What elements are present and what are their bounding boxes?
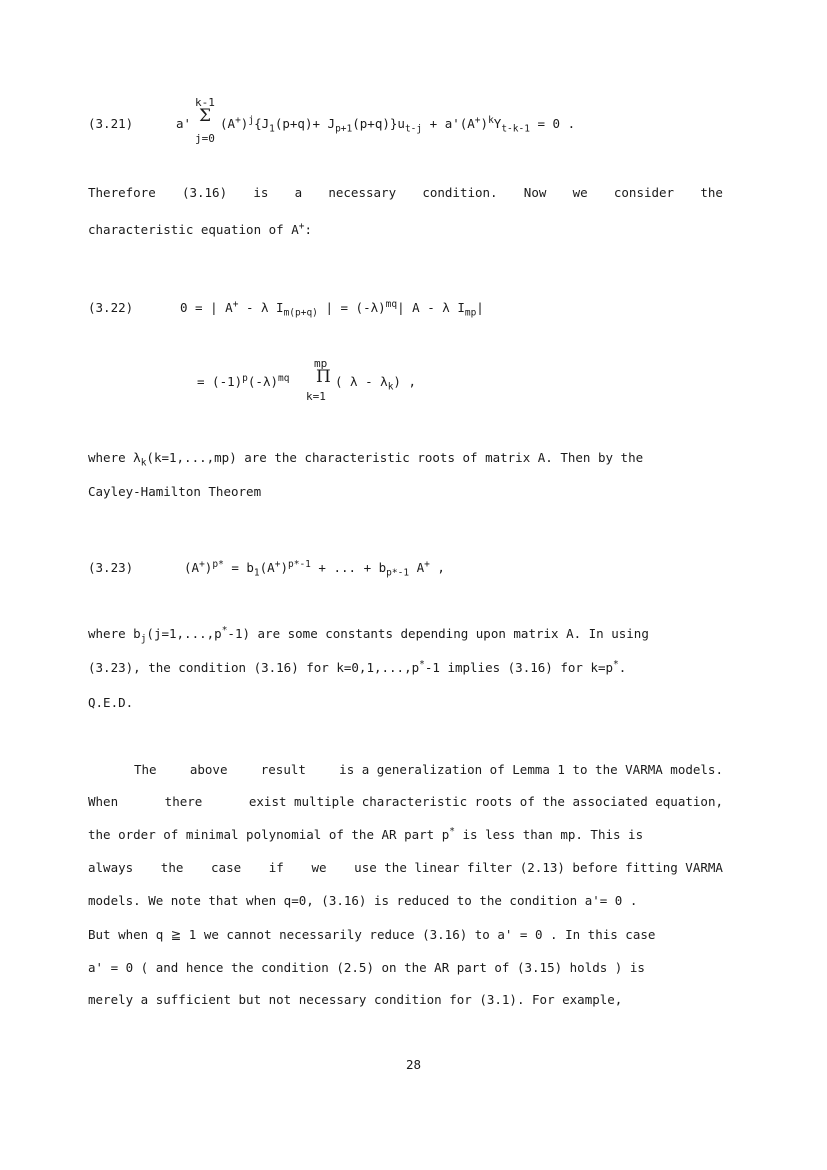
paragraph-line: (3.23), the condition (3.16) for k=0,1,...,p*-1 implies (3.16) for k=p*. [88, 658, 627, 675]
paragraph-line: where $\lambda_k(k=1,...,mp)$ are the characteristic roots of matrix A. Then by the [88, 450, 644, 469]
equation-number: (3.21) [88, 116, 134, 131]
paragraph-line: the order of minimal polynomial of the AR part p* is less than mp. This is [88, 825, 644, 842]
paragraph-line: characteristic equation of A+: [88, 220, 312, 237]
paragraph-line: Therefore (3.16) is a necessary condition. Now we consider the [88, 185, 723, 200]
paragraph-line: Cayley-Hamilton Theorem [88, 484, 262, 499]
equation-number: (3.22) [88, 300, 134, 315]
paragraph-line: models. We note that when q=0, (3.16) is reduced to the condition a'= 0 . [88, 893, 638, 908]
paragraph-line: When there exist multiple characteristic roots of the associated equation, [88, 794, 723, 809]
paragraph-line: where $b_j(j=1,...,p^*-1)$ are some constants depending upon matrix A. In using [88, 624, 649, 645]
equation-line-2-b: ( λ - $\lambda_k$) , [335, 374, 416, 393]
sum-lower-limit: j=0 [195, 132, 215, 145]
paragraph-line: merely a sufficient but not necessary condition for (3.1). For example, [88, 992, 623, 1007]
paragraph-line: always the case if we use the linear filter (2.13) before fitting VARMA [88, 860, 723, 875]
summation-symbol: Σ [199, 106, 212, 126]
paragraph-line: The above result is a generalization of Lemma 1 to the VARMA models. [134, 762, 723, 777]
equation-number: (3.23) [88, 560, 134, 575]
product-upper-limit: mp [314, 357, 328, 370]
product-lower-limit: k=1 [306, 390, 326, 403]
paragraph-line: But when q ≧ 1 we cannot necessarily reduce (3.16) to a' = 0 . In this case [88, 927, 656, 942]
paragraph-line: a' = 0 ( and hence the condition (2.5) on the AR part of (3.15) holds ) is [88, 960, 645, 975]
page-number: 28 [405, 1057, 422, 1072]
equation-body: $(A^+)^{p*} = b_1(A^+)^{p*-1}$ + ... + $b_{p*-1}$ A+ , [184, 558, 445, 579]
sum-upper-limit: k-1 [195, 96, 215, 109]
equation-body: $(A^+)^j\{J_1(p+q)+ J_{p+1}(p+q)\}u_{t-j} + a'(A^+)^kY_{t-k-1} = 0$ . [220, 114, 576, 135]
equation-line-1: 0 = | A+ - λ $I_{m(p+q)}$ | = $(-\lambda)^{mq}|$ A - λ $I_{mp}|$ [180, 298, 484, 319]
paragraph-line: Q.E.D. [88, 695, 134, 710]
product-symbol: Π [316, 367, 331, 387]
equation-line-2-a: = $(-1)^p(-\lambda)^{mq}$ [197, 372, 290, 389]
equation-lhs-a: a' [176, 116, 192, 131]
